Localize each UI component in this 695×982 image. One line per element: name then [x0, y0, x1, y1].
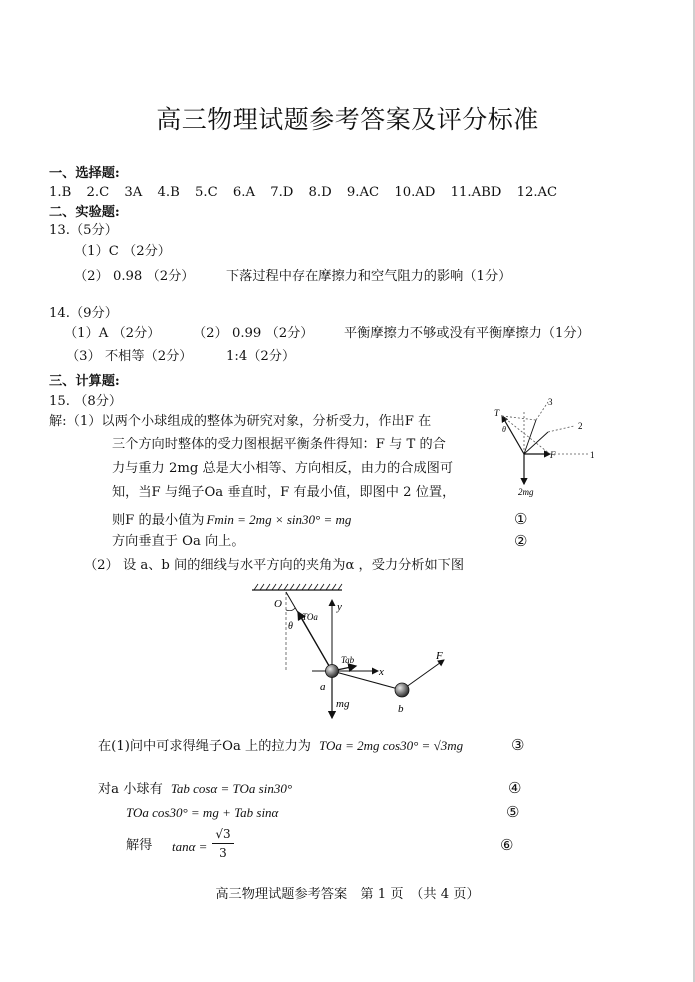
- q15-head: 15. （8分）: [49, 394, 123, 409]
- answer: 12.AC: [516, 185, 558, 200]
- choice-answers: [49, 182, 568, 204]
- section3-heading: 三、计算题:: [49, 374, 120, 389]
- ceiling-hatch: [254, 584, 342, 590]
- q15-p6: 方向垂直于 Oa 向上。: [112, 534, 245, 549]
- q15-p5: [112, 509, 351, 532]
- q14-line1a: （1）A （2分）: [64, 326, 161, 341]
- q15-p7: [98, 735, 463, 758]
- answer: 10.AD: [394, 185, 436, 200]
- label-1: 1: [590, 450, 595, 460]
- q15-p3: 力与重力 2mg 总是大小相等、方向相反，由力的合成图可: [112, 461, 454, 476]
- label-t-ab: Tab: [341, 655, 355, 665]
- tan-lhs: tanα =: [172, 839, 208, 854]
- answer: 5.C: [194, 185, 218, 200]
- ball-a: [326, 665, 339, 678]
- mark-6: ⑥: [500, 836, 514, 854]
- mark-1: ①: [514, 510, 528, 528]
- q13-line2b: 下落过程中存在摩擦力和空气阻力的影响（1分）: [226, 269, 512, 284]
- q14-line1c: 平衡摩擦力不够或没有平衡摩擦力（1分）: [344, 326, 590, 341]
- label-t-oa: TOa: [302, 612, 318, 622]
- label-b: b: [398, 703, 404, 715]
- force-f-on-b: [402, 660, 444, 690]
- q14-line2b: 1:4（2分）: [226, 349, 296, 364]
- answer: 11.ABD: [450, 185, 502, 200]
- label-y: y: [337, 601, 342, 613]
- q14-head: 14.（9分）: [49, 306, 118, 321]
- label-a: a: [320, 681, 326, 693]
- q14-line1b: （2） 0.99 （2分）: [193, 326, 314, 341]
- q15-p1: 解:（1）以两个小球组成的整体为研究对象，分析受力，作出F 在: [49, 414, 432, 429]
- theta-arc: [286, 608, 295, 611]
- answer: 4.B: [157, 185, 180, 200]
- answer: 6.A: [232, 185, 255, 200]
- q15-p4: 知，当F 与绳子Oa 垂直时，F 有最小值，即图中 2 位置，: [112, 485, 456, 500]
- q15-p2: 三个方向时整体的受力图根据平衡条件得知：F 与 T 的合: [112, 437, 446, 452]
- fmin-formula: Fmin = 2mg × sin30° = mg: [206, 512, 352, 527]
- t-oa-formula: TOa = 2mg cos30° = √3mg: [318, 738, 464, 753]
- mark-4: ④: [508, 779, 522, 797]
- q15-p10-text: 解得: [126, 838, 153, 853]
- mark-2: ②: [514, 532, 528, 550]
- answer: 8.D: [308, 185, 332, 200]
- label-theta: θ: [288, 621, 293, 632]
- label-o: O: [274, 598, 282, 610]
- mark-3: ③: [511, 736, 525, 754]
- answer: 1.B: [49, 185, 72, 200]
- label-f: F: [436, 650, 443, 662]
- eq-vertical: TOa cos30° = mg + Tab sinα: [126, 805, 279, 820]
- section1-heading: 一、选择题:: [49, 166, 120, 181]
- answer: 7.D: [270, 185, 294, 200]
- label-3: 3: [548, 397, 553, 407]
- q15-p8-text: 对a 小球有: [98, 782, 163, 797]
- fraction-numerator: √3: [215, 827, 231, 841]
- rope-ab: [332, 671, 402, 690]
- label-t: T: [494, 408, 500, 418]
- page-title: 高三物理试题参考答案及评分标准: [156, 105, 539, 134]
- fraction: [212, 826, 234, 861]
- q15-p5-text: 则F 的最小值为: [112, 513, 205, 528]
- label-2: 2: [578, 421, 583, 431]
- label-2mg: 2mg: [518, 487, 534, 497]
- q15-p8: [98, 778, 292, 801]
- q13-head: 13.（5分）: [49, 223, 118, 238]
- label-theta: θ: [502, 425, 506, 434]
- label-x: x: [379, 666, 384, 678]
- q15-p7-text: 在(1)问中可求得绳子Oa 上的拉力为: [98, 739, 311, 754]
- q14-line2a: （3） 不相等（2分）: [66, 349, 193, 364]
- fraction-bar: [212, 843, 234, 844]
- force-composition-diagram: [488, 396, 603, 500]
- answer: 2.C: [86, 185, 110, 200]
- section2-heading: 二、实验题:: [49, 205, 120, 220]
- eq-horizontal: Tab cosα = TOa sin30°: [170, 781, 293, 796]
- answer: 9.AC: [346, 185, 380, 200]
- q13-line1: （1）C （2分）: [74, 244, 171, 259]
- q13-line2a: （2） 0.98 （2分）: [74, 269, 195, 284]
- mark-5: ⑤: [506, 803, 520, 821]
- tension-vector: [502, 416, 524, 454]
- parallelogram-dashed: [502, 416, 536, 420]
- fraction-denominator: 3: [219, 846, 227, 860]
- ball-force-diagram: [238, 582, 458, 722]
- label-mg: mg: [336, 698, 350, 710]
- page-footer: 高三物理试题参考答案 第 1 页 （共 4 页）: [215, 887, 480, 902]
- direction-3-dashed: [536, 402, 548, 420]
- answer: 3A: [124, 185, 143, 200]
- direction-2-dashed: [548, 426, 574, 432]
- q15-part2: （2） 设 a、b 间的细线与水平方向的夹角为α ，受力分析如下图: [84, 558, 465, 573]
- label-f: F: [550, 450, 556, 460]
- ball-b: [395, 683, 409, 697]
